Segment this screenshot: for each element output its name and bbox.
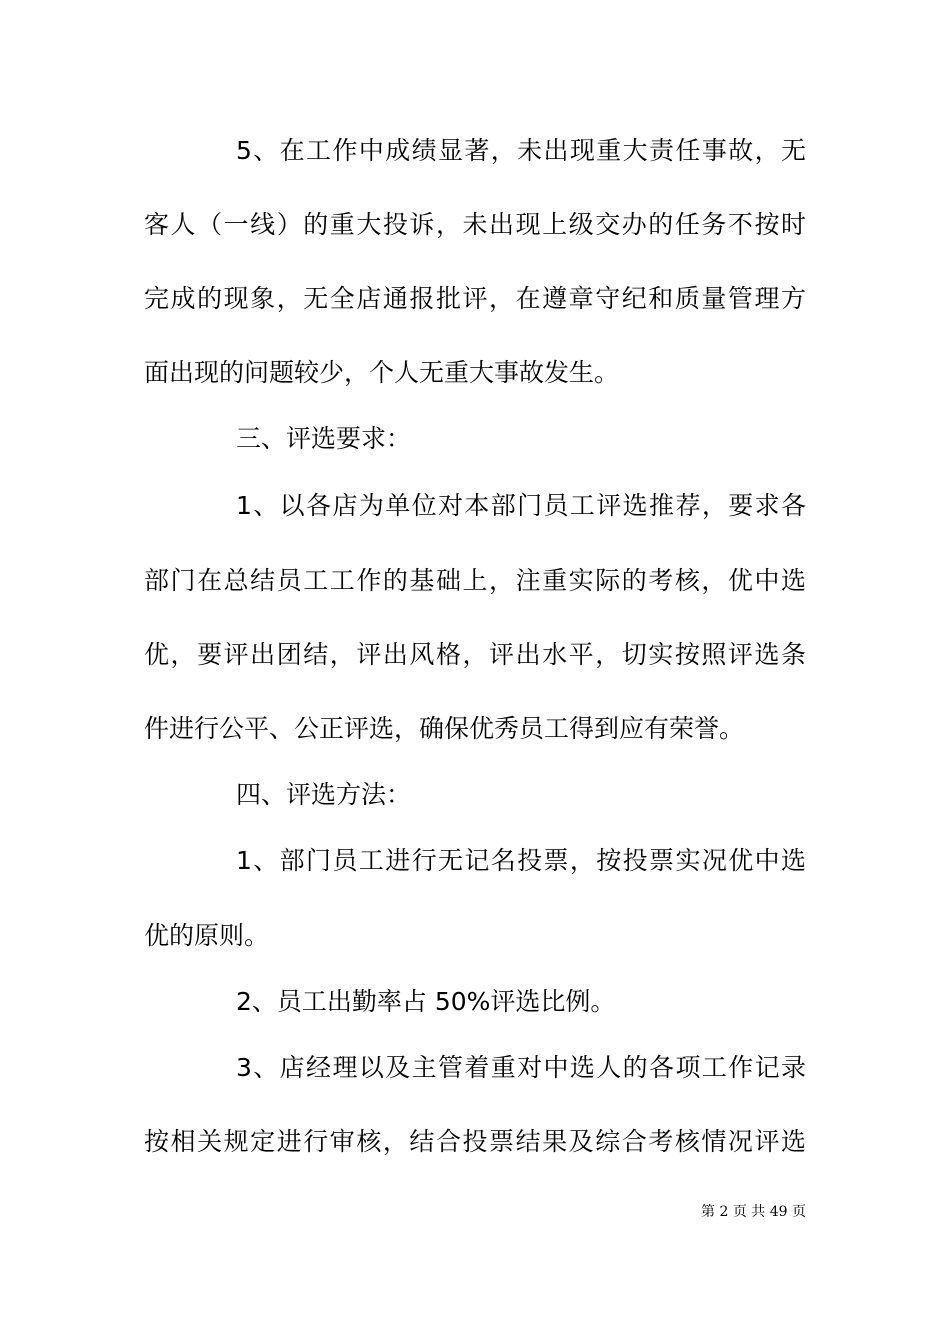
paragraph-line: 完成的现象，无全店通报批评，在遵章守纪和质量管理方 (144, 284, 806, 313)
paragraph-line: 件进行公平、公正评选，确保优秀员工得到应有荣誉。 (144, 714, 745, 743)
paragraph-line: 部门在总结员工工作的基础上，注重实际的考核，优中选 (144, 566, 806, 595)
paragraph-line: 3、店经理以及主管着重对中选人的各项工作记录 (236, 1053, 806, 1082)
paragraph-line: 按相关规定进行审核，结合投票结果及综合考核情况评选 (144, 1127, 806, 1156)
paragraph-line: 2、员工出勤率占 50%评选比例。 (236, 987, 616, 1016)
paragraph-line: 1、部门员工进行无记名投票，按投票实况优中选 (236, 846, 806, 875)
paragraph-line: 客人（一线）的重大投诉，未出现上级交办的任务不按时 (144, 210, 806, 239)
section-heading: 三、评选要求： (236, 424, 412, 453)
paragraph-line: 优的原则。 (144, 921, 270, 950)
section-heading: 四、评选方法： (236, 780, 412, 809)
page-number-footer: 第 2 页 共 49 页 (701, 1204, 806, 1220)
paragraph-line: 优，要评出团结，评出风格，评出水平，切实按照评选条 (144, 640, 806, 669)
paragraph-line: 1、以各店为单位对本部门员工评选推荐，要求各 (236, 491, 806, 520)
paragraph-line: 5、在工作中成绩显著，未出现重大责任事故，无 (236, 136, 806, 165)
paragraph-line: 面出现的问题较少，个人无重大事故发生。 (144, 358, 620, 387)
